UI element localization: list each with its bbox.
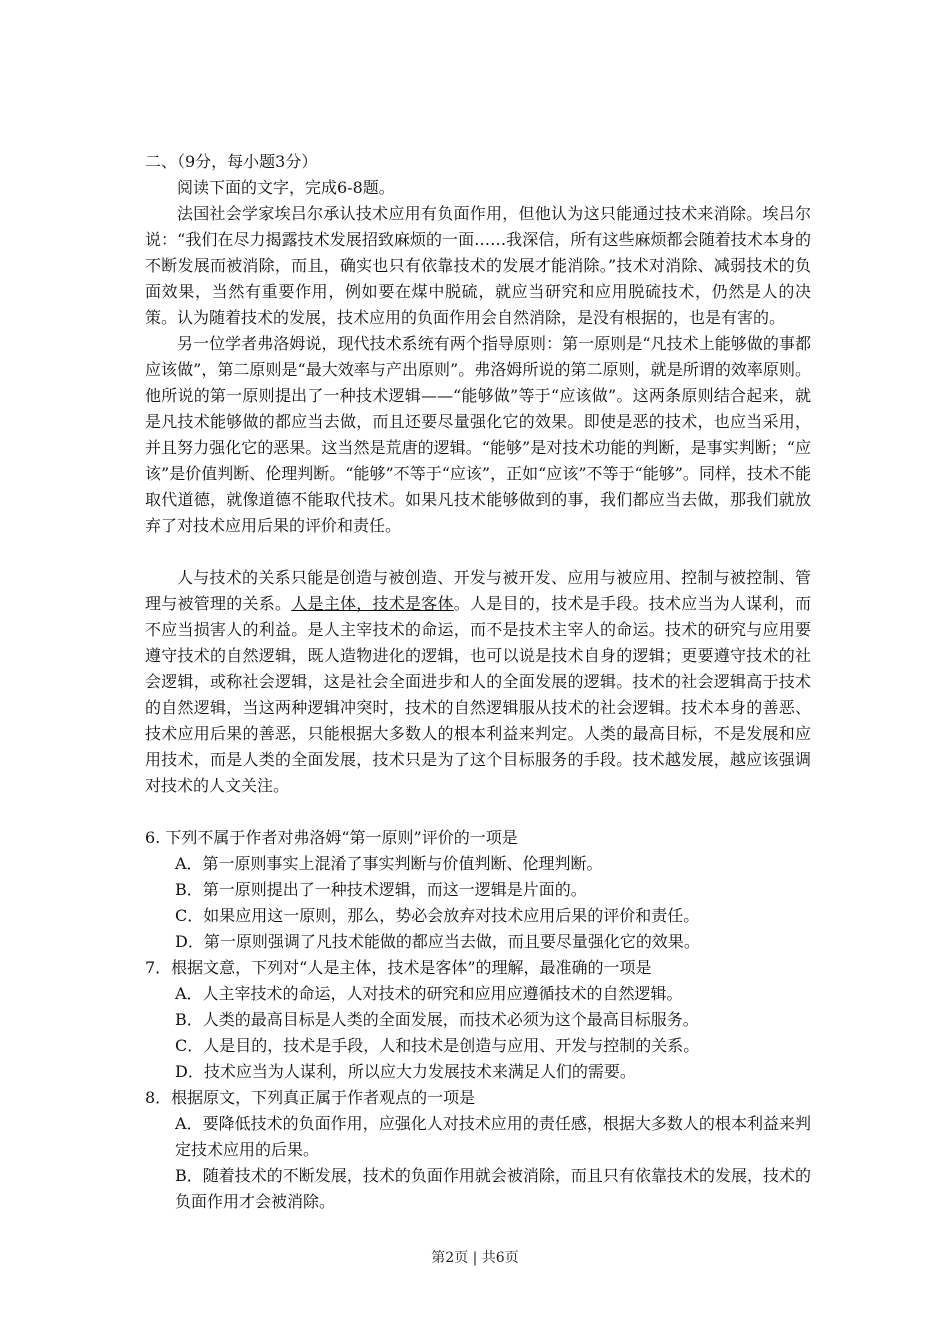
paragraph-3-text-end: 。人是目的，技术是手段。技术应当为人谋利，而不应当损害人的利益。是人主宰技术的命运，而不是技术主宰人的命运。技术的研究与应用要遵守技术的自然逻辑，既人造物进化的逻辑，也可以说是技术自身的逻辑；更要遵守技术的社会逻辑，或称社会逻辑，这是社会全面进步和人的全面发展的逻辑。技术的社会逻辑高于技术的自然逻辑，当这两种逻辑冲突时，技术的自然逻辑服从技术的社会逻辑。技术本身的善恶、技术应用后果的善恶，只能根据大多数人的根本利益来判定。人类的最高目标，不是发展和应用技术，而是人类的全面发展，技术只是为了这个目标服务的手段。技术越发展，越应该强调对技术的人文关注。 [145, 594, 811, 795]
passage-paragraph-2: 另一位学者弗洛姆说，现代技术系统有两个指导原则：第一原则是“凡技术上能够做的事都应该做”，第二原则是“最大效率与产出原则”。弗洛姆所说的第二原则，就是所谓的效率原则。他所说的第一原则提出了一种技术逻辑——“能够做”等于“应该做”。这两条原则结合起来，就是凡技术能够做的都应当去做，而且还要尽量强化它的效果。即使是恶的技术，也应当采用，并且努力强化它的恶果。这当然是荒唐的逻辑。“能够”是对技术功能的判断，是事实判断；“应该”是价值判断、伦理判断。“能够”不等于“应该”，正如“应该”不等于“能够”。同样，技术不能取代道德，就像道德不能取代技术。如果凡技术能够做到的事，我们都应当去做，那我们就放弃了对技术应用后果的评价和责任。 [145, 334, 811, 535]
question-stem: 8．根据原文，下列真正属于作者观点的一项是 [145, 1088, 476, 1107]
option-c: C．人是目的，技术是手段，人和技术是创造与应用、开发与控制的关系。 [175, 1036, 700, 1055]
question-8 [145, 1085, 811, 1215]
option-b: B．人类的最高目标是人类的全面发展，而技术必须为这个最高目标服务。 [175, 1010, 699, 1029]
paragraph-gap [145, 539, 811, 565]
option-b: B．随着技术的不断发展，技术的负面作用就会被消除，而且只有依靠技术的发展，技术的负面作用才会被消除。 [175, 1166, 811, 1211]
section-heading: 二、（9分，每小题3分） [145, 152, 318, 171]
page-footer: 第2页 | 共6页 [431, 1250, 519, 1266]
option-b: B．第一原则提出了一种技术逻辑，而这一逻辑是片面的。 [175, 880, 587, 899]
option-a: A．要降低技术的负面作用，应强化人对技术应用的责任感，根据大多数人的根本利益来判定技术应用的后果。 [175, 1114, 811, 1159]
underlined-phrase: 人是主体，技术是客体 [291, 594, 454, 613]
passage-paragraph-3 [145, 565, 811, 799]
option-a: A．人主宰技术的命运，人对技术的研究和应用应遵循技术的自然逻辑。 [175, 984, 683, 1003]
page-content [145, 149, 811, 1215]
option-d: D．第一原则强调了凡技术能做的都应当去做，而且要尽量强化它的效果。 [175, 932, 700, 951]
question-stem: 7．根据文意，下列对“人是主体，技术是客体”的理解，最准确的一项是 [145, 958, 652, 977]
passage-paragraph-1: 法国社会学家埃吕尔承认技术应用有负面作用，但他认为这只能通过技术来消除。埃吕尔说：“我们在尽力揭露技术发展招致麻烦的一面……我深信，所有这些麻烦都会随着技术本身的不断发展而被消除，而且，确实也只有依靠技术的发展才能消除。”技术对消除、减弱技术的负面效果，当然有重要作用，例如要在煤中脱硫，就应当研究和应用脱硫技术，仍然是人的决策。认为随着技术的发展，技术应用的负面作用会自然消除，是没有根据的，也是有害的。 [145, 204, 811, 327]
paragraph-3-text-start: 人与技术的关系只能是创造与被创造、开发与被开发、应用与被应用、控制与被控制、管理与被管理的关系。 [145, 568, 811, 613]
question-6 [145, 825, 811, 955]
question-stem: 6. 下列不属于作者对弗洛姆“第一原则”评价的一项是 [145, 828, 518, 847]
option-c: C．如果应用这一原则，那么，势必会放弃对技术应用后果的评价和责任。 [175, 906, 700, 925]
section-instruction: 阅读下面的文字，完成6-8题。 [177, 178, 395, 197]
option-a: A．第一原则事实上混淆了事实判断与价值判断、伦理判断。 [175, 854, 603, 873]
paragraph-gap [145, 799, 811, 825]
question-7 [145, 955, 811, 1085]
option-d: D．技术应当为人谋利，所以应大力发展技术来满足人们的需要。 [175, 1062, 636, 1081]
